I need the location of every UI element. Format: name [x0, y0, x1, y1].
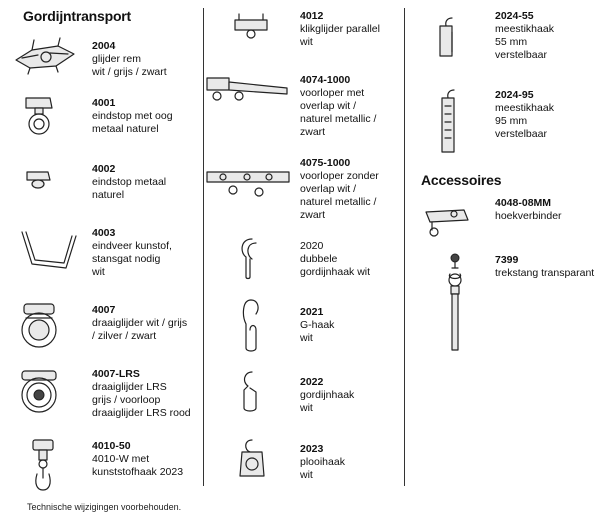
product-desc-line: glijder rem: [92, 53, 142, 65]
product-4075-1000: [300, 157, 379, 222]
product-desc-line: wit / grijs / zwart: [92, 66, 167, 78]
product-4048-08mm: [495, 197, 562, 223]
product-desc-line: zwart: [300, 209, 326, 221]
product-desc-line: eindveer kunstof,: [92, 240, 172, 252]
accessories-heading: Accessoires: [421, 172, 502, 188]
product-desc-line: overlap wit /: [300, 183, 357, 195]
product-code: 2021: [300, 306, 324, 318]
g-hook-icon: [238, 296, 264, 354]
product-desc-line: wit: [300, 469, 313, 481]
product-code: 2023: [300, 443, 324, 455]
master-carrier-overlap-icon: [203, 72, 289, 106]
product-desc-line: overlap wit /: [300, 100, 357, 112]
master-carrier-icon: [203, 162, 291, 202]
product-desc-line: voorloper zonder: [300, 170, 379, 182]
product-2021: [300, 306, 334, 345]
product-desc-line: naturel metallic /: [300, 196, 377, 208]
product-code: 2024-55: [495, 10, 534, 22]
product-desc-line: gordijnhaak: [300, 389, 355, 401]
product-desc-line: naturel: [92, 189, 125, 201]
product-desc-line: gordijnhaak wit: [300, 266, 371, 278]
end-spring-icon: [18, 228, 80, 272]
product-desc-line: klikglijder parallel: [300, 23, 380, 35]
product-code: 2024-95: [495, 89, 534, 101]
product-code: 4001: [92, 97, 116, 109]
glider-brake-icon: [12, 36, 78, 76]
product-desc-line: grijs / voorloop: [92, 394, 161, 406]
product-4003: [92, 227, 172, 279]
product-desc-line: draaiglijder LRS rood: [92, 407, 191, 419]
product-desc-line: / zilver / zwart: [92, 330, 157, 342]
product-desc-line: zwart: [300, 126, 326, 138]
column-divider-2: [404, 8, 405, 486]
product-desc-line: 95 mm: [495, 115, 528, 127]
product-code: 4007: [92, 304, 116, 316]
product-desc-line: 4010-W met: [92, 453, 150, 465]
product-2023: [300, 443, 345, 482]
product-code: 4074-1000: [300, 74, 351, 86]
product-desc-line: verstelbaar: [495, 128, 547, 140]
adjustable-hook-95-icon: [432, 86, 468, 156]
product-desc-line: dubbele: [300, 253, 338, 265]
transport-heading: Gordijntransport: [23, 8, 132, 24]
product-desc-line: hoekverbinder: [495, 210, 562, 222]
product-desc-line: verstelbaar: [495, 49, 547, 61]
product-desc-line: 55 mm: [495, 36, 528, 48]
product-4001: [92, 97, 173, 136]
product-desc-line: voorloper met: [300, 87, 365, 99]
product-desc-line: wit: [300, 402, 313, 414]
product-4007-lrs: [92, 368, 191, 420]
product-2022: [300, 376, 354, 415]
glider-hook-icon: [28, 438, 58, 492]
product-desc-line: eindstop metaal: [92, 176, 167, 188]
product-desc-line: meestikhaak: [495, 23, 554, 35]
product-desc-line: naturel metallic /: [300, 113, 377, 125]
draw-rod-icon: [440, 250, 470, 354]
product-code: 4010-50: [92, 440, 131, 452]
product-desc-line: draaiglijder LRS: [92, 381, 167, 393]
product-desc-line: metaal naturel: [92, 123, 159, 135]
product-code: 4007-LRS: [92, 368, 140, 380]
product-4074-1000: [300, 74, 376, 139]
product-desc-line: stansgat nodig: [92, 253, 161, 265]
product-2024-95: [495, 89, 554, 141]
product-desc-line: kunststofhaak 2023: [92, 466, 184, 478]
product-code: 2022: [300, 376, 324, 388]
swivel-glider-lrs-icon: [16, 368, 62, 414]
product-desc-line: meestikhaak: [495, 102, 554, 114]
product-desc-line: wit: [300, 332, 313, 344]
product-desc-line: G-haak: [300, 319, 335, 331]
product-desc-line: wit: [300, 36, 313, 48]
corner-connector-icon: [420, 200, 472, 240]
product-code: 4048-08MM: [495, 197, 552, 209]
product-desc-line: wit: [92, 266, 105, 278]
product-desc-line: eindstop met oog: [92, 110, 173, 122]
product-desc-line: plooihaak: [300, 456, 345, 468]
product-code: 7399: [495, 254, 519, 266]
pleat-hook-icon: [232, 436, 272, 486]
end-stop-eye-icon: [22, 94, 56, 138]
click-glider-icon: [231, 10, 271, 40]
product-desc-line: trekstang transparant: [495, 267, 595, 279]
product-code: 4075-1000: [300, 157, 351, 169]
end-stop-icon: [24, 168, 52, 190]
swivel-glider-icon: [18, 300, 60, 350]
product-2004: [92, 40, 167, 79]
product-code: 4002: [92, 163, 116, 175]
product-code: 4003: [92, 227, 116, 239]
adjustable-hook-55-icon: [428, 12, 468, 62]
product-4002: [92, 163, 166, 202]
double-hook-icon: [234, 235, 264, 281]
product-4007: [92, 304, 187, 343]
product-4010-50: [92, 440, 183, 479]
product-2024-55: [495, 10, 554, 62]
product-code: 2004: [92, 40, 116, 52]
product-4012: [300, 10, 380, 49]
curtain-hook-icon: [236, 368, 266, 414]
product-2020: [300, 240, 370, 279]
product-code: 2020: [300, 240, 324, 252]
product-7399: [495, 254, 594, 280]
product-code: 4012: [300, 10, 324, 22]
footer-note: Technische wijzigingen voorbehouden.: [27, 502, 182, 512]
product-desc-line: draaiglijder wit / grijs: [92, 317, 188, 329]
